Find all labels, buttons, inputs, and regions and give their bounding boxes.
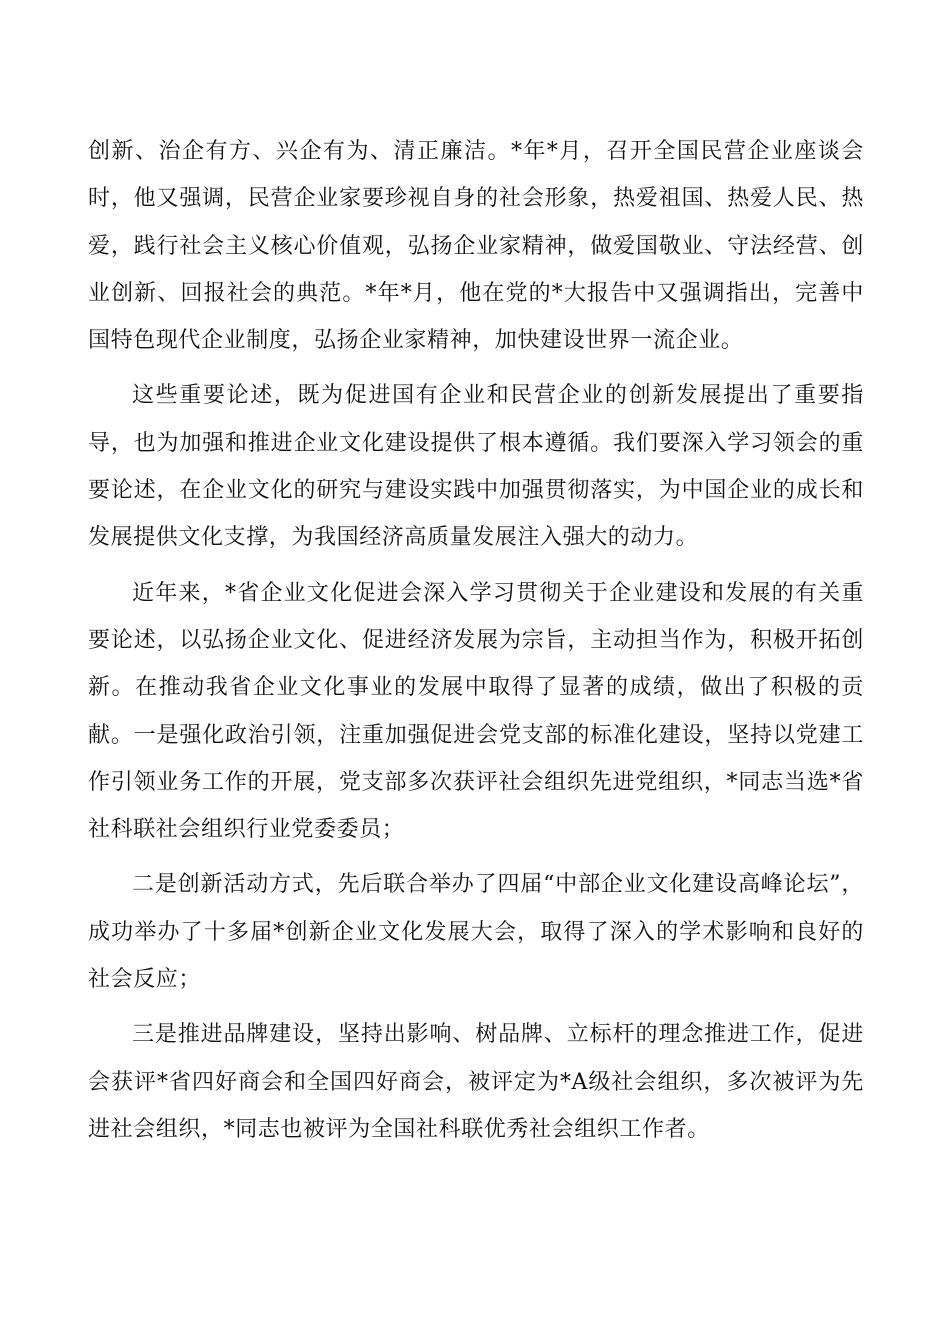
paragraph-continued: 创新、治企有方、兴企有为、清正廉洁。*年*月，召开全国民营企业座谈会时，他又强调，民营企业家要珍视自身的社会形象，热爱祖国、热爱人民、热爱，践行社会主义核心价值观，弘扬企业家精神，做爱国敬业、守法经营、创业创新、回报社会的典范。*年*月，他在党的*大报告中又强调指出，完善中国特色现代企业制度，弘扬企业家精神，加快建设世界一流企业。: [88, 139, 864, 354]
paragraph-important-statements: 这些重要论述，既为促进国有企业和民营企业的创新发展提出了重要指导，也为加强和推进企业文化建设提供了根本遵循。我们要深入学习领会的重要论述，在企业文化的研究与建设实践中加强贯彻落实，为中国企业的成长和发展提供文化支撑，为我国经济高质量发展注入强大的动力。: [88, 383, 864, 551]
document-body: [88, 128, 864, 1153]
paragraph-third-point: 三是推进品牌建设，坚持出影响、树品牌、立标杆的理念推进工作，促进会获评*省四好商会和全国四好商会，被评定为*A级社会组织，多次被评为先进社会组织，*同志也被评为全国社科联优秀社会组织工作者。: [88, 1022, 864, 1142]
paragraph-recent-years: 近年来，*省企业文化促进会深入学习贯彻关于企业建设和发展的有关重要论述，以弘扬企业文化、促进经济发展为宗旨，主动担当作为，积极开拓创新。在推动我省企业文化事业的发展中取得了显著的成绩，做出了积极的贡献。一是强化政治引领，注重加强促进会党支部的标准化建设，坚持以党建工作引领业务工作的开展，党支部多次获评社会组织先进党组织，*同志当选*省社科联社会组织行业党委委员；: [88, 580, 864, 843]
paragraph-second-point: 二是创新活动方式，先后联合举办了四届“中部企业文化建设高峰论坛”，成功举办了十多届*创新企业文化发展大会，取得了深入的学术影响和良好的社会反应；: [88, 872, 864, 993]
